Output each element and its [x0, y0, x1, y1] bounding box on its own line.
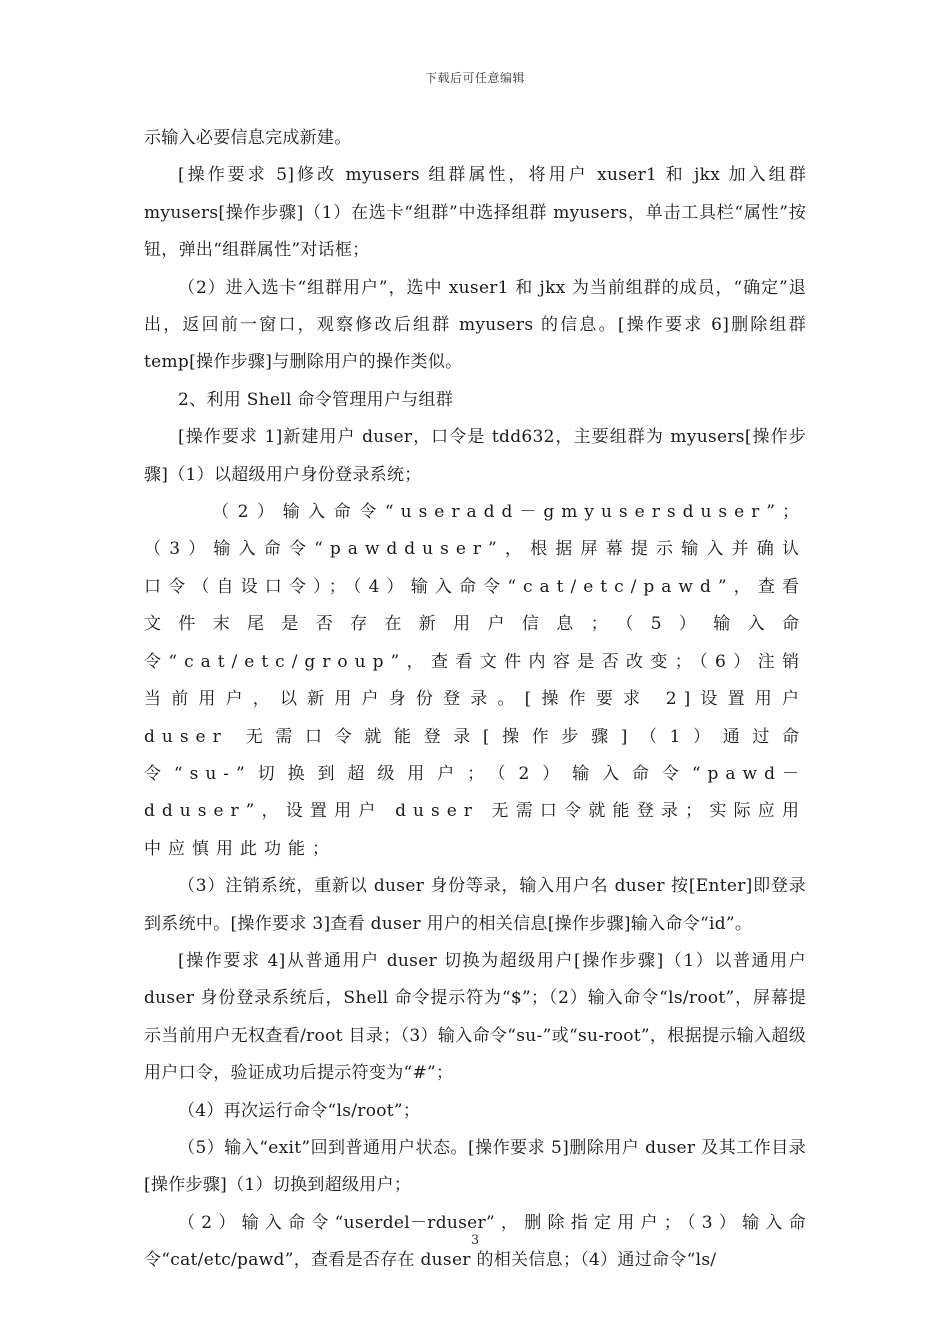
header-note: 下载后可任意编辑	[424, 71, 525, 85]
paragraph: （3）注销系统，重新以 duser 身份等录，输入用户名 duser 按[Enter]即登录到系统中。[操作要求 3]查看 duser 用户的相关信息[操作步骤]输入命令“id”。	[144, 876, 806, 934]
page-number: 3	[470, 1233, 480, 1248]
section-heading: 2、利用 Shell 命令管理用户与组群	[178, 389, 454, 410]
document-body	[144, 120, 806, 1280]
paragraph: [操作要求 5]修改 myusers 组群属性，将用户 xuser1 和 jkx 加入组群 myusers[操作步骤]（1）在选卡“组群”中选择组群 myusers，单击工具栏“属性”按钮，弹出“组群属性”对话框；	[144, 165, 806, 261]
paragraph: （2）输入命令“useradd－gmyusersduser”；（3）输入命令“pawdduser”，根据屏幕提示输入并确认口令（自设口令）；（4）输入命令“cat/etc/pawd”，查看文件末尾是否存在新用户信息；（5）输入命令“cat/etc/group”，查看文件内容是否改变；（6）注销当前用户，以新用户身份登录。[操作要求 2]设置用户 duser 无需口令就能登录[操作步骤]（1）通过命令“su-”切换到超级用户；（2）输入命令“pawd－dduser”，设置用户 duser 无需口令就能登录；实际应用中应慎用此功能；	[144, 502, 806, 859]
paragraph: （2）进入选卡“组群用户”，选中 xuser1 和 jkx 为当前组群的成员，“确定”退出，返回前一窗口，观察修改后组群 myusers 的信息。[操作要求 6]删除组群 temp[操作步骤]与删除用户的操作类似。	[144, 277, 806, 373]
paragraph: （4）再次运行命令“ls/root”；	[178, 1100, 421, 1121]
paragraph: （2）输入命令“userdel－rduser”，删除指定用户；（3）输入命令“cat/etc/pawd”，查看是否存在 duser 的相关信息；（4）通过命令“ls/	[144, 1212, 806, 1271]
paragraph: [操作要求 4]从普通用户 duser 切换为超级用户[操作步骤]（1）以普通用户 duser 身份登录系统后，Shell 命令提示符为“$”；（2）输入命令“ls/root”，屏幕提示当前用户无权查看/root 目录；（3）输入命令“su-”或“su-root”，根据提示输入超级用户口令，验证成功后提示符变为“#”；	[144, 950, 806, 1084]
paragraph: （5）输入“exit”回到普通用户状态。[操作要求 5]删除用户 duser 及其工作目录[操作步骤]（1）切换到超级用户；	[144, 1137, 806, 1196]
paragraph: 示输入必要信息完成新建。	[144, 128, 352, 148]
paragraph: [操作要求 1]新建用户 duser，口令是 tdd632，主要组群为 myusers[操作步骤]（1）以超级用户身份登录系统；	[144, 427, 806, 485]
